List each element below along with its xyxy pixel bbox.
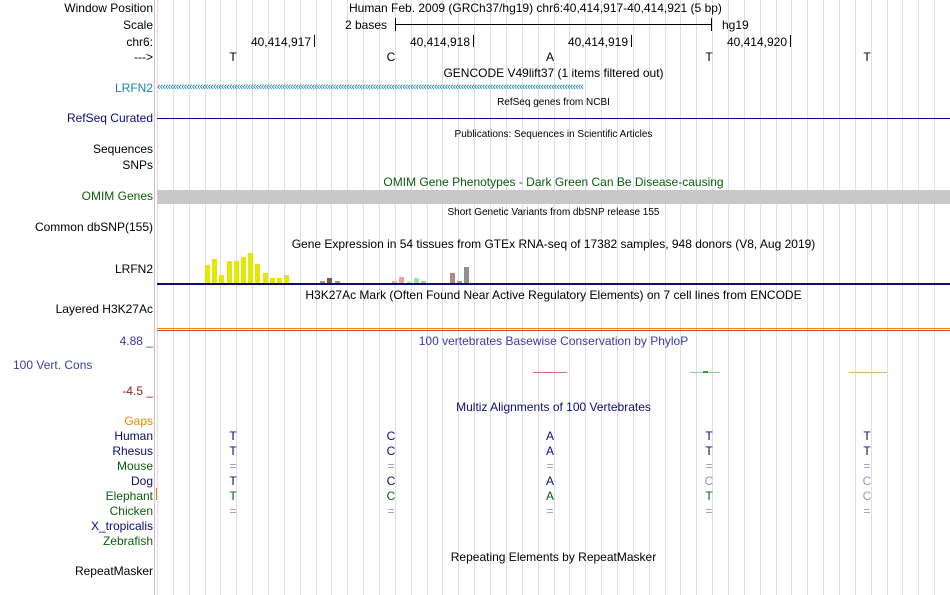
alignment-base: A [545, 444, 554, 458]
alignment-base: = [546, 504, 554, 518]
ruler-position-label: 40,414,918 [409, 35, 470, 49]
gtex-tissue-bar[interactable] [450, 273, 455, 283]
phylop-max-label: 4.88 _ [119, 334, 153, 348]
alignment-base: T [229, 474, 237, 488]
publications-track-title[interactable]: Publications: Sequences in Scientific Articles [454, 129, 653, 140]
gtex-tissue-bar[interactable] [234, 261, 239, 283]
sequence-base: T [863, 50, 871, 64]
species-label[interactable]: Elephant [105, 489, 153, 503]
omim-track-title[interactable]: OMIM Gene Phenotypes - Dark Green Can Be Disease-causing [383, 175, 724, 189]
ruler-position-label: 40,414,917 [250, 35, 311, 49]
alignment-base: = [387, 459, 395, 473]
alignment-base: = [387, 504, 395, 518]
phylop-track-label[interactable]: 100 Vert. Cons [13, 358, 93, 372]
alignment-base: = [863, 459, 871, 473]
window-position-value: Human Feb. 2009 (GRCh37/hg19) chr6:40,414,917-40,414,921 (5 bp) [349, 1, 722, 15]
gtex-tissue-bar[interactable] [227, 261, 232, 283]
species-label[interactable]: Rhesus [112, 444, 153, 458]
phylop-score-mark [849, 372, 887, 373]
alignment-base: = [546, 459, 554, 473]
ruler-position-label: 40,414,919 [567, 35, 628, 49]
gtex-tissue-bar[interactable] [248, 253, 253, 283]
gtex-track-title[interactable]: Gene Expression in 54 tissues from GTEx RNA-seq of 17382 samples, 948 donors (V8, Aug 2019) [291, 237, 816, 251]
species-label[interactable]: Zebrafish [102, 534, 153, 548]
omim-track-label[interactable]: OMIM Genes [81, 189, 153, 203]
gencode-gene-feature[interactable]: ‹‹‹‹‹‹‹‹‹‹‹‹‹‹‹‹‹‹‹‹‹‹‹‹‹‹‹‹‹‹‹‹‹‹‹‹‹‹‹‹‹‹‹‹‹‹‹‹‹‹‹‹‹‹‹‹‹‹‹‹‹‹‹‹‹‹‹‹‹‹‹‹‹‹‹‹‹‹‹‹‹‹‹‹‹‹‹‹‹‹‹‹‹‹‹‹‹‹‹‹‹‹‹‹‹‹‹‹‹‹‹‹‹‹‹‹‹‹‹‹‹‹‹‹‹‹‹‹‹‹‹‹‹‹‹‹‹‹‹‹‹‹‹‹‹‹‹‹‹‹‹‹‹‹‹‹‹‹‹‹ [157, 82, 584, 93]
alignment-base: C [862, 489, 872, 503]
alignment-base: A [545, 429, 554, 443]
alignment-base: = [705, 459, 713, 473]
alignment-base: C [386, 429, 396, 443]
scale-value: 2 bases [345, 18, 388, 32]
alignment-base: C [386, 444, 396, 458]
refseq-track-title[interactable]: RefSeq genes from NCBI [497, 97, 610, 108]
alignment-base: T [705, 444, 713, 458]
gtex-tissue-bar[interactable] [284, 275, 289, 283]
alignment-base: C [862, 474, 872, 488]
sequence-base: T [705, 50, 713, 64]
phylop-score-mark [533, 372, 567, 373]
alignment-base: T [229, 444, 237, 458]
ruler-tick [790, 35, 791, 47]
dbsnp-track-label[interactable]: Common dbSNP(155) [34, 220, 153, 234]
scale-bar [395, 24, 712, 25]
gtex-tissue-bar[interactable] [263, 273, 268, 283]
alignment-base: T [705, 429, 713, 443]
repeatmasker-track-label[interactable]: RepeatMasker [74, 564, 153, 578]
alignment-base: = [863, 504, 871, 518]
h3k27ac-track-title[interactable]: H3K27Ac Mark (Often Found Near Active Regulatory Elements) on 7 cell lines from ENCODE [305, 288, 802, 302]
scale-bar-right-cap [711, 18, 712, 31]
phylop-score-mark [703, 371, 708, 373]
ruler-tick [631, 35, 632, 47]
sidebar-divider[interactable] [154, 0, 155, 595]
strand-label: ---> [134, 50, 153, 64]
ruler-tick [314, 35, 315, 47]
alignment-base: A [545, 489, 554, 503]
alignment-base: T [229, 429, 237, 443]
gtex-tissue-bar[interactable] [212, 259, 217, 283]
species-label[interactable]: Mouse [116, 459, 153, 473]
gencode-gene-label[interactable]: LRFN2 [114, 81, 153, 95]
h3k27ac-track-label[interactable]: Layered H3K27Ac [55, 302, 153, 316]
gap-marker [156, 488, 157, 500]
refseq-track-label[interactable]: RefSeq Curated [66, 111, 153, 125]
gtex-tissue-bar[interactable] [205, 265, 210, 283]
gtex-tissue-bar[interactable] [464, 267, 469, 283]
publications-sequences-label[interactable]: Sequences [92, 142, 153, 156]
alignment-base: T [863, 429, 871, 443]
alignment-base: A [545, 474, 554, 488]
gtex-tissue-bar[interactable] [219, 275, 224, 283]
publications-snps-label[interactable]: SNPs [122, 158, 153, 172]
alignment-base: = [229, 459, 237, 473]
phylop-track-title[interactable]: 100 vertebrates Basewise Conservation by PhyloP [418, 334, 689, 348]
scale-bar-left-cap [395, 18, 396, 31]
omim-gene-bar[interactable] [157, 190, 950, 204]
species-label[interactable]: X_tropicalis [90, 519, 153, 533]
chrom-label: chr6: [126, 35, 153, 49]
h3k27ac-signal-line [157, 328, 950, 329]
alignment-base: = [229, 504, 237, 518]
gtex-gene-line [157, 283, 950, 285]
gtex-tissue-bar[interactable] [255, 264, 260, 283]
scale-label: Scale [122, 18, 153, 32]
alignment-base: T [229, 489, 237, 503]
refseq-gene-line[interactable] [157, 118, 950, 119]
gtex-tissue-bar[interactable] [241, 257, 246, 283]
alignment-base: = [705, 504, 713, 518]
window-position-label: Window Position [64, 1, 153, 15]
dbsnp-track-title[interactable]: Short Genetic Variants from dbSNP release 155 [447, 207, 660, 218]
gtex-track-label[interactable]: LRFN2 [114, 262, 153, 276]
sequence-base: T [229, 50, 237, 64]
species-label[interactable]: Dog [130, 474, 153, 488]
alignment-base: C [386, 474, 396, 488]
alignment-base: C [386, 489, 396, 503]
ruler-position-label: 40,414,920 [726, 35, 787, 49]
species-label[interactable]: Human [114, 429, 153, 443]
species-label[interactable]: Chicken [109, 504, 153, 518]
sequence-base: A [545, 50, 554, 64]
multiz-track-title[interactable]: Multiz Alignments of 100 Vertebrates [456, 400, 651, 414]
h3k27ac-signal-line-2 [157, 330, 950, 331]
scale-assembly: hg19 [722, 18, 749, 32]
alignment-base: T [863, 444, 871, 458]
ruler-tick [473, 35, 474, 47]
phylop-min-label: -4.5 _ [122, 384, 153, 398]
alignment-base: T [705, 489, 713, 503]
alignment-base: C [704, 474, 714, 488]
sequence-base: C [386, 50, 396, 64]
gencode-track-title[interactable]: GENCODE V49lift37 (1 items filtered out) [443, 66, 664, 80]
repeatmasker-track-title[interactable]: Repeating Elements by RepeatMasker [450, 550, 657, 564]
gaps-label[interactable]: Gaps [124, 414, 153, 428]
